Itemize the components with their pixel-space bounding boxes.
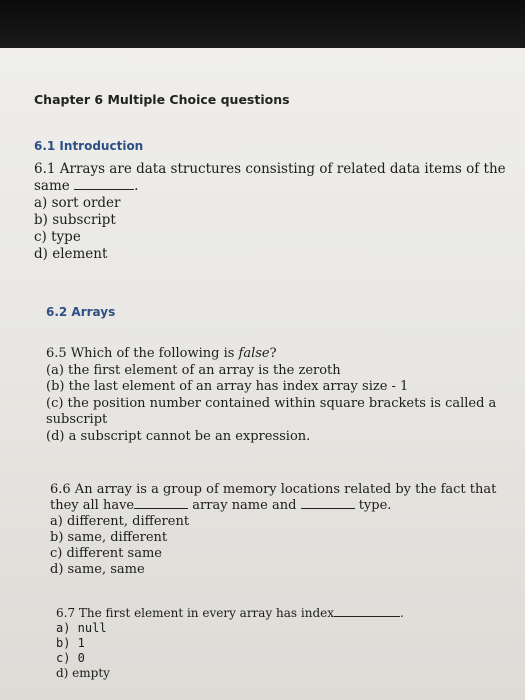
question-6-6: [50, 482, 496, 578]
chapter-title: Chapter 6 Multiple Choice questions: [34, 92, 290, 107]
answer-blank: [334, 606, 400, 617]
option-d: d) element: [34, 246, 108, 262]
option-b: b) same, different: [50, 530, 168, 545]
answer-blank: [134, 498, 188, 509]
option-c-continued: subscript: [46, 412, 108, 427]
option-d: (d) a subscript cannot be an expression.: [46, 428, 311, 444]
option-b: b) subscript: [34, 212, 116, 228]
option-a: a) different, different: [50, 514, 190, 529]
question-6-6-line2: they all have array name and type.: [50, 498, 392, 513]
question-6-5-stem: 6.5 Which of the following is false?: [46, 346, 277, 361]
question-6-7: [56, 606, 404, 681]
question-6-7-stem: 6.7 The first element in every array has index .: [56, 606, 404, 620]
option-a: a) null: [56, 621, 107, 635]
option-b: (b) the last element of an array has index array size - 1: [46, 379, 409, 394]
question-6-5: [46, 346, 496, 445]
option-a: (a) the first element of an array is the zeroth: [46, 362, 341, 378]
question-6-6-line1: 6.6 An array is a group of memory locations related by the fact that: [50, 482, 497, 497]
question-6-1-line2: same .: [34, 178, 139, 194]
section-heading-introduction: 6.1 Introduction: [34, 139, 144, 153]
option-d: d) same, same: [50, 562, 145, 577]
question-6-1-line1: 6.1 Arrays are data structures consisting of related data items of the: [34, 161, 506, 177]
option-c: c) 0: [56, 651, 85, 665]
option-c: (c) the position number contained within square brackets is called a: [46, 395, 497, 411]
top-dark-band: [0, 0, 525, 48]
answer-blank: [74, 179, 134, 190]
option-d: d) empty: [56, 666, 110, 680]
option-b: b) 1: [56, 636, 85, 650]
option-c: c) different same: [50, 546, 162, 561]
question-6-1: [34, 161, 506, 263]
section-heading-arrays: 6.2 Arrays: [46, 305, 116, 319]
option-a: a) sort order: [34, 195, 121, 211]
option-c: c) type: [34, 229, 81, 245]
answer-blank: [301, 498, 355, 509]
